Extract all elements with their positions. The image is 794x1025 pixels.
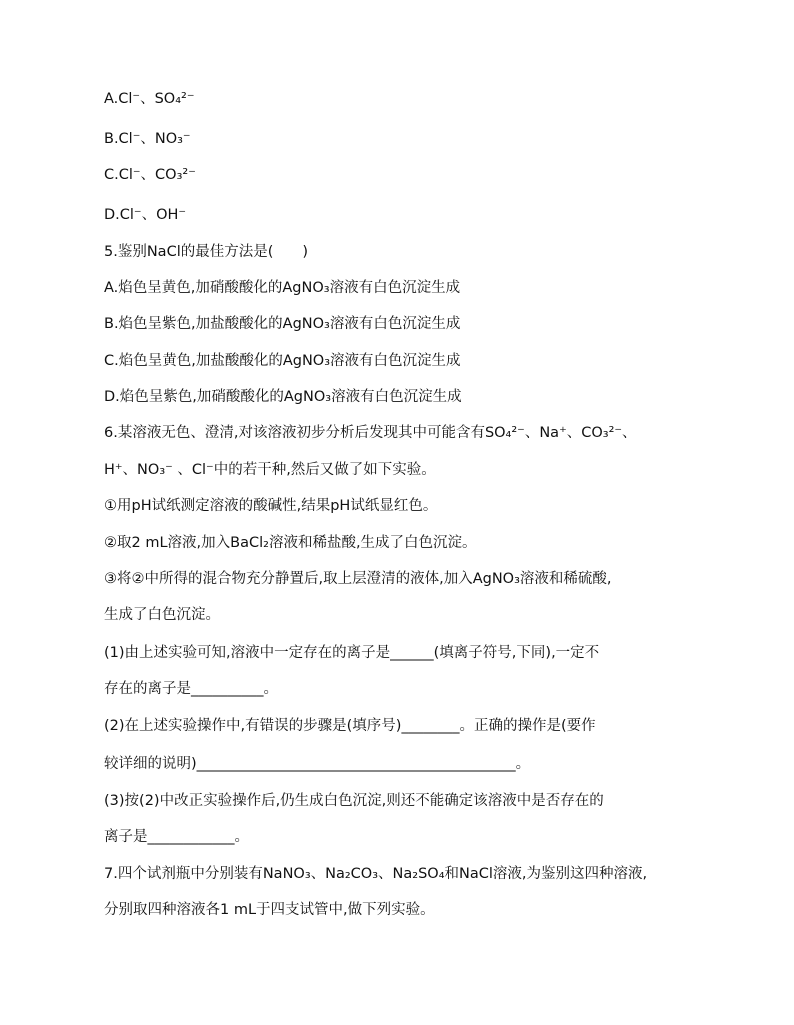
question-5: 5.鉴别NaCl的最佳方法是( ) [104,244,309,260]
question-6-part3-line1: (3)按(2)中改正实验操作后,仍生成白色沉淀,则还不能确定该溶液中是否存在的 [104,793,604,809]
question-6-part2-line2: 较详细的说明)____________________________________________。 [104,756,531,772]
option-4c: C.Cl⁻、CO₃²⁻ [104,167,196,183]
option-4d: D.Cl⁻、OH⁻ [104,207,187,223]
question-6-line1: 6.某溶液无色、澄清,对该溶液初步分析后发现其中可能含有SO₄²⁻、Na⁺、CO₃²⁻、 [104,425,637,441]
question-7-line2: 分别取四种溶液各1 mL于四支试管中,做下列实验。 [104,902,435,918]
option-4b: B.Cl⁻、NO₃⁻ [104,131,191,147]
question-6-part2-line1: (2)在上述实验操作中,有错误的步骤是(填序号)________。正确的操作是(要作 [104,718,596,734]
question-6-step3-line1: ③将②中所得的混合物充分静置后,取上层澄清的液体,加入AgNO₃溶液和稀硫酸, [104,571,612,587]
option-5a: A.焰色呈黄色,加硝酸酸化的AgNO₃溶液有白色沉淀生成 [104,280,461,296]
question-7-line1: 7.四个试剂瓶中分别装有NaNO₃、Na₂CO₃、Na₂SO₄和NaCl溶液,为鉴别这四种溶液, [104,866,648,882]
question-6-part1-line2: 存在的离子是__________。 [104,681,278,697]
option-5b: B.焰色呈紫色,加盐酸酸化的AgNO₃溶液有白色沉淀生成 [104,316,461,332]
option-4a: A.Cl⁻、SO₄²⁻ [104,91,195,107]
question-6-part1-line1: (1)由上述实验可知,溶液中一定存在的离子是______(填离子符号,下同),一定不 [104,645,600,661]
question-6-step2: ②取2 mL溶液,加入BaCl₂溶液和稀盐酸,生成了白色沉淀。 [104,535,477,551]
question-6-step3-line2: 生成了白色沉淀。 [104,607,220,623]
option-5c: C.焰色呈黄色,加盐酸酸化的AgNO₃溶液有白色沉淀生成 [104,353,461,369]
question-6-line2: H⁺、NO₃⁻ 、Cl⁻中的若干种,然后又做了如下实验。 [104,462,436,478]
option-5d: D.焰色呈紫色,加硝酸酸化的AgNO₃溶液有白色沉淀生成 [104,389,462,405]
question-6-step1: ①用pH试纸测定溶液的酸碱性,结果pH试纸显红色。 [104,498,438,514]
question-6-part3-line2: 离子是____________。 [104,829,249,845]
